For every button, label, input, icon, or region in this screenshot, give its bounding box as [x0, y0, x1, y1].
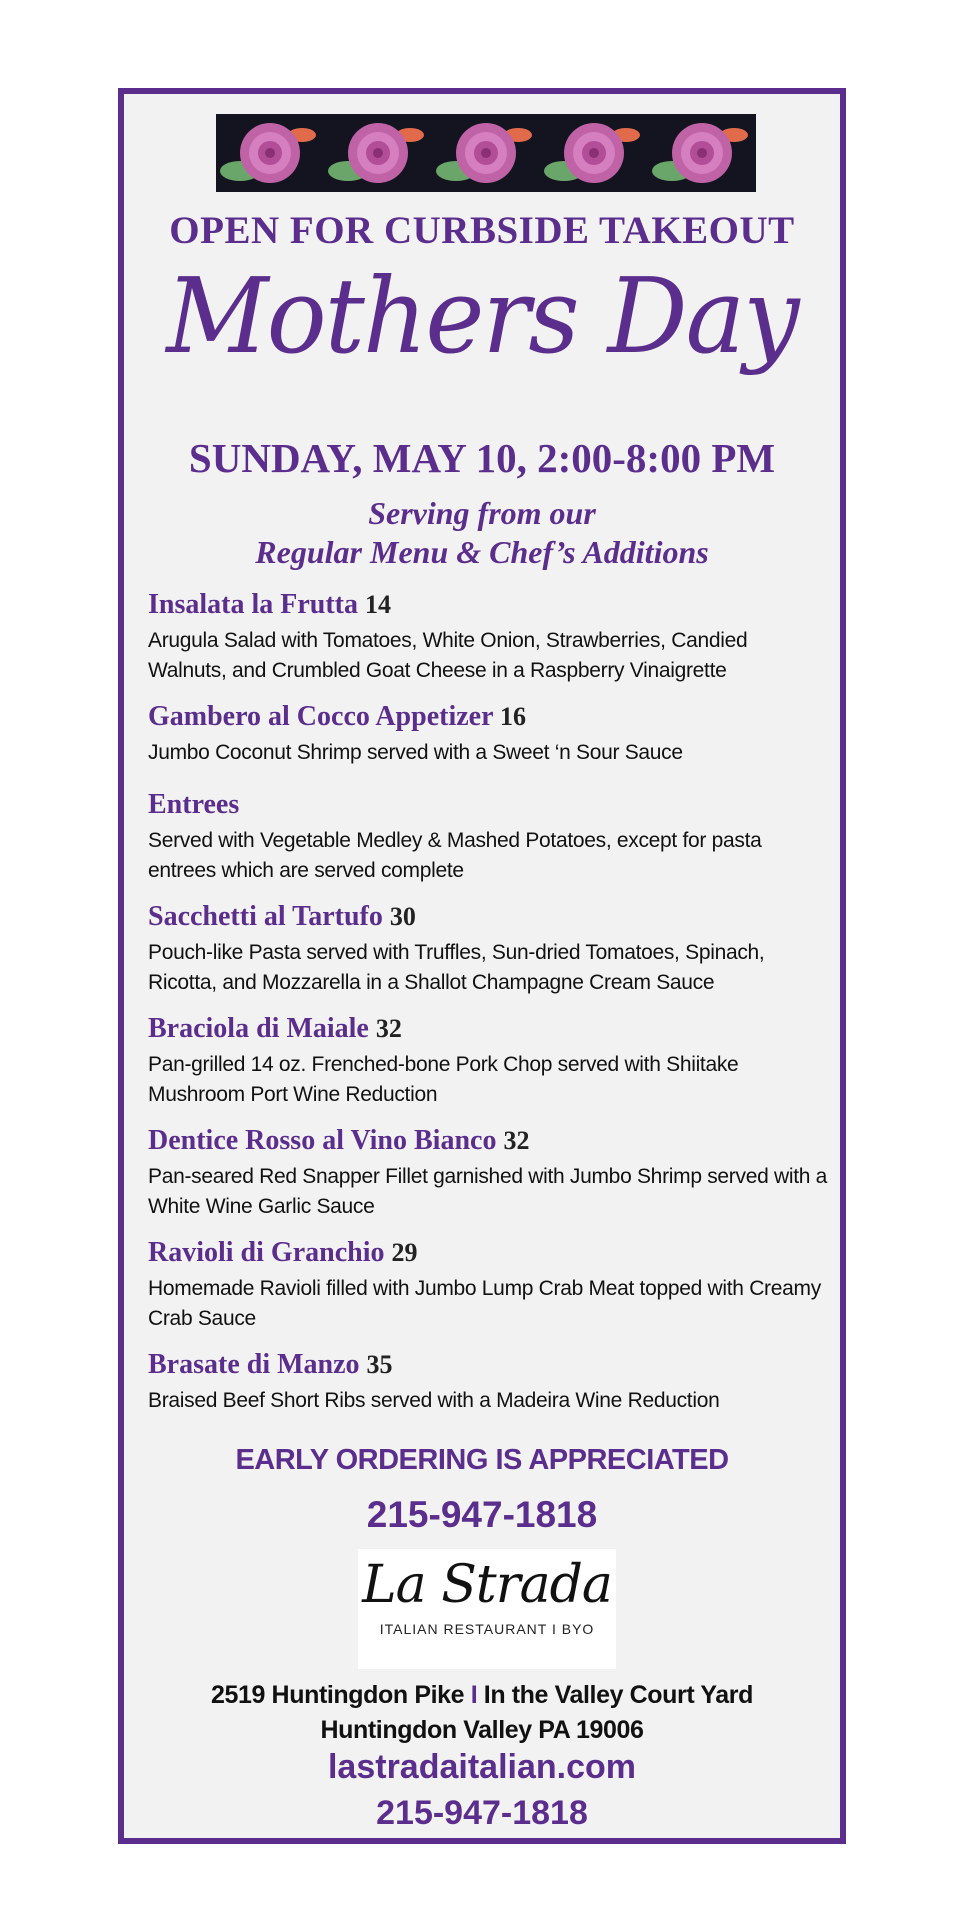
- item-price: 16: [500, 702, 527, 731]
- menu-item: [148, 588, 828, 686]
- address-courtyard: In the Valley Court Yard: [483, 1681, 753, 1709]
- item-description: Jumbo Coconut Shrimp served with a Sweet ‘n Sour Sauce: [148, 741, 683, 764]
- item-name: Insalata la Frutta: [148, 589, 358, 620]
- mothers-day-title: Mothers Day: [166, 255, 798, 377]
- item-price: 30: [389, 902, 416, 931]
- section-heading: Entrees: [148, 789, 240, 820]
- address-line-2: Huntingdon Valley PA 19006: [320, 1716, 644, 1744]
- item-name: Ravioli di Granchio: [148, 1237, 385, 1268]
- item-description: Pan-grilled 14 oz. Frenched-bone Pork Chop served with Shiitake Mushroom Port Wine Reduction: [148, 1053, 739, 1106]
- item-price: 32: [375, 1014, 402, 1043]
- item-name: Dentice Rosso al Vino Bianco: [148, 1125, 497, 1156]
- menu-item: [148, 1124, 828, 1222]
- menu-item: [148, 1236, 828, 1334]
- item-description: Pan-seared Red Snapper Fillet garnished with Jumbo Shrimp served with a White Wine Garlic Sauce: [148, 1165, 828, 1218]
- event-date-time: SUNDAY, MAY 10, 2:00-8:00 PM: [188, 435, 776, 481]
- item-name: Brasate di Manzo: [148, 1349, 360, 1380]
- item-description: Pouch-like Pasta served with Truffles, Sun-dried Tomatoes, Spinach, Ricotta, and Mozzarella in a Shallot Champagne Cream Sauce: [148, 941, 765, 994]
- menu-items: [148, 588, 828, 1430]
- menu-item: [148, 1012, 828, 1110]
- address-line-1: [124, 1681, 840, 1710]
- menu-frame: [118, 88, 846, 1844]
- item-name: Braciola di Maiale: [148, 1013, 369, 1044]
- item-price: 14: [365, 590, 391, 619]
- item-price: 35: [366, 1350, 393, 1379]
- logo-tagline: ITALIAN RESTAURANT I BYO: [379, 1621, 595, 1637]
- serving-line-2: Regular Menu & Chef’s Additions: [255, 534, 709, 570]
- serving-subtitle: [124, 494, 840, 572]
- address-separator: I: [470, 1681, 478, 1709]
- rose-pattern-icon: [216, 114, 756, 192]
- menu-item: [148, 1348, 828, 1416]
- item-price: 32: [503, 1126, 530, 1155]
- serving-line-1: Serving from our: [368, 495, 596, 531]
- website-link[interactable]: lastradaitalian.com: [327, 1748, 636, 1786]
- address-street: 2519 Huntingdon Pike: [210, 1681, 465, 1709]
- menu-item: [148, 900, 828, 998]
- item-description: Arugula Salad with Tomatoes, White Onion, Strawberries, Candied Walnuts, and Crumbled Goat Cheese in a Raspberry Vinaigrette: [148, 629, 748, 682]
- item-description: Braised Beef Short Ribs served with a Madeira Wine Reduction: [148, 1389, 720, 1412]
- section-description: Served with Vegetable Medley & Mashed Potatoes, except for pasta entrees which are served complete: [148, 829, 762, 882]
- item-name: Gambero al Cocco Appetizer: [148, 701, 494, 732]
- curbside-headline: OPEN FOR CURBSIDE TAKEOUT: [169, 209, 795, 252]
- early-ordering-notice: EARLY ORDERING IS APPRECIATED: [235, 1444, 729, 1476]
- phone-number[interactable]: 215-947-1818: [366, 1494, 598, 1535]
- menu-item: [148, 700, 828, 768]
- logo-wordmark: La Strada: [362, 1555, 612, 1615]
- item-name: Sacchetti al Tartufo: [148, 901, 383, 932]
- entrees-section: [148, 788, 828, 886]
- phone-number-bottom[interactable]: 215-947-1818: [376, 1794, 588, 1832]
- rose-banner-image: [216, 114, 756, 192]
- item-description: Homemade Ravioli filled with Jumbo Lump Crab Meat topped with Creamy Crab Sauce: [148, 1277, 821, 1330]
- la-strada-logo: [358, 1549, 616, 1669]
- item-price: 29: [391, 1238, 418, 1267]
